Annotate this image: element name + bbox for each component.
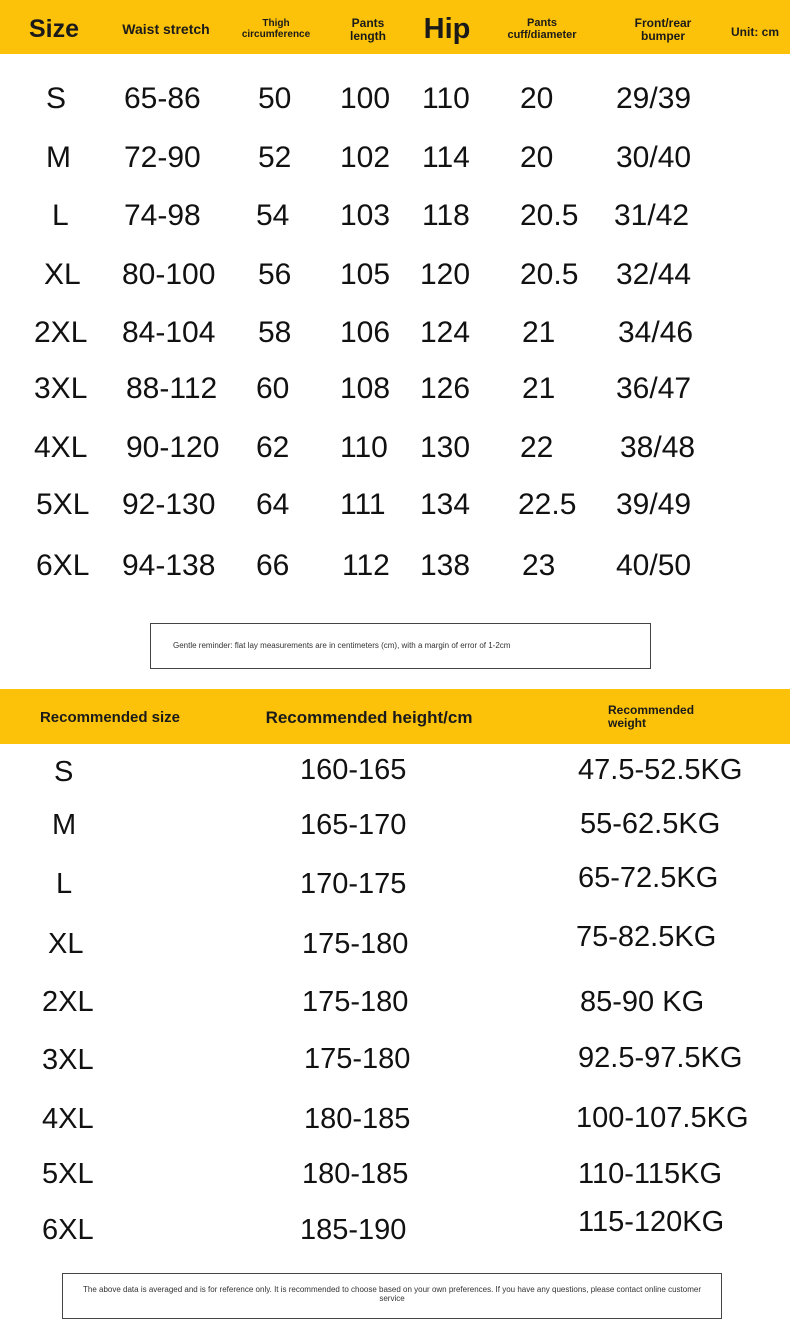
cell-size: L (52, 199, 69, 232)
recommendation-table-header (0, 689, 790, 744)
cell-weight: 65-72.5KG (578, 862, 719, 894)
cell-size: 5XL (36, 488, 90, 521)
cell-waist: 90-120 (126, 431, 220, 464)
cell-length: 108 (340, 372, 391, 405)
cell-length: 111 (340, 488, 386, 521)
header-front-rear-bumper: Front/rear bumper (634, 16, 692, 44)
cell-hip: 118 (422, 199, 470, 232)
cell-thigh: 56 (258, 258, 292, 291)
cell-size: 2XL (34, 316, 88, 349)
cell-bumper: 39/49 (616, 488, 692, 521)
cell-size: 4XL (42, 1103, 94, 1135)
cell-bumper: 32/44 (616, 258, 692, 291)
cell-height: 175-180 (302, 928, 409, 960)
cell-cuff: 22.5 (518, 488, 577, 521)
cell-hip: 120 (420, 258, 471, 291)
cell-bumper: 31/42 (614, 199, 690, 232)
cell-cuff: 20.5 (520, 258, 579, 291)
cell-cuff: 20 (520, 82, 554, 115)
cell-height: 160-165 (300, 754, 407, 786)
measurement-reminder: Gentle reminder: flat lay measurements are in centimeters (cm), with a margin of error of 1-2cm (150, 623, 651, 669)
cell-hip: 130 (420, 431, 471, 464)
cell-hip: 126 (420, 372, 471, 405)
cell-bumper: 38/48 (620, 431, 696, 464)
cell-length: 100 (340, 82, 391, 115)
cell-cuff: 21 (522, 316, 556, 349)
cell-height: 165-170 (300, 809, 407, 841)
cell-length: 103 (340, 199, 391, 232)
cell-thigh: 52 (258, 141, 292, 174)
header-recommended-weight: Recommended weight (608, 703, 695, 731)
cell-height: 185-190 (300, 1214, 407, 1246)
cell-waist: 80-100 (122, 258, 216, 291)
cell-length: 106 (340, 316, 391, 349)
cell-cuff: 20.5 (520, 199, 579, 232)
cell-waist: 65-86 (124, 82, 201, 115)
cell-cuff: 22 (520, 431, 554, 464)
cell-height: 180-185 (304, 1103, 411, 1135)
cell-weight: 92.5-97.5KG (578, 1042, 743, 1074)
cell-size: XL (48, 928, 84, 960)
cell-weight: 85-90 KG (580, 986, 705, 1018)
cell-thigh: 54 (256, 199, 290, 232)
cell-thigh: 58 (258, 316, 292, 349)
cell-waist: 88-112 (126, 372, 218, 405)
cell-weight: 100-107.5KG (576, 1102, 749, 1134)
cell-size: S (54, 756, 74, 788)
cell-size: 3XL (42, 1044, 94, 1076)
cell-weight: 75-82.5KG (576, 921, 717, 953)
cell-weight: 115-120KG (578, 1206, 725, 1238)
cell-thigh: 50 (258, 82, 292, 115)
cell-hip: 110 (422, 82, 470, 115)
cell-weight: 47.5-52.5KG (578, 754, 743, 786)
cell-cuff: 20 (520, 141, 554, 174)
cell-hip: 114 (422, 141, 470, 174)
cell-waist: 94-138 (122, 549, 216, 582)
cell-bumper: 30/40 (616, 141, 692, 174)
header-recommended-height: Recommended height/cm (265, 708, 473, 727)
cell-hip: 124 (420, 316, 471, 349)
cell-height: 175-180 (302, 986, 409, 1018)
cell-thigh: 66 (256, 549, 290, 582)
cell-size: XL (44, 258, 81, 291)
reference-disclaimer: The above data is averaged and is for reference only. It is recommended to choose based on your own preferences. If you have any questions, please contact online customer service (62, 1273, 722, 1319)
cell-waist: 74-98 (124, 199, 201, 232)
cell-length: 105 (340, 258, 391, 291)
cell-waist: 72-90 (124, 141, 201, 174)
cell-length: 110 (340, 431, 388, 464)
cell-weight: 110-115KG (578, 1158, 723, 1190)
cell-size: M (46, 141, 71, 174)
cell-bumper: 36/47 (616, 372, 692, 405)
size-table-header (0, 0, 790, 54)
cell-size: 6XL (42, 1214, 94, 1246)
cell-length: 102 (340, 141, 391, 174)
cell-cuff: 23 (522, 549, 556, 582)
cell-cuff: 21 (522, 372, 556, 405)
cell-bumper: 40/50 (616, 549, 692, 582)
cell-bumper: 29/39 (616, 82, 692, 115)
cell-height: 175-180 (304, 1043, 411, 1075)
cell-thigh: 62 (256, 431, 290, 464)
cell-thigh: 60 (256, 372, 290, 405)
cell-waist: 84-104 (122, 316, 216, 349)
cell-weight: 55-62.5KG (580, 808, 721, 840)
cell-bumper: 34/46 (618, 316, 694, 349)
header-pants-length: Pants length (350, 16, 386, 44)
header-pants-cuff: Pants cuff/diameter (507, 17, 577, 42)
cell-length: 112 (342, 549, 390, 582)
cell-height: 180-185 (302, 1158, 409, 1190)
cell-hip: 134 (420, 488, 471, 521)
cell-size: 6XL (36, 549, 90, 582)
header-thigh-circumference: Thigh circumference (241, 18, 311, 40)
header-size: Size (28, 15, 80, 43)
cell-size: 5XL (42, 1158, 94, 1190)
header-unit: Unit: cm (731, 25, 779, 39)
cell-size: 4XL (34, 431, 88, 464)
cell-height: 170-175 (300, 868, 407, 900)
cell-waist: 92-130 (122, 488, 216, 521)
cell-size: L (56, 868, 73, 900)
cell-hip: 138 (420, 549, 471, 582)
header-recommended-size: Recommended size (39, 709, 181, 726)
cell-size: 2XL (42, 986, 94, 1018)
cell-size: 3XL (34, 372, 88, 405)
cell-thigh: 64 (256, 488, 290, 521)
header-waist-stretch: Waist stretch (122, 21, 210, 37)
header-hip: Hip (423, 13, 471, 45)
cell-size: S (46, 82, 67, 115)
cell-size: M (52, 809, 77, 841)
